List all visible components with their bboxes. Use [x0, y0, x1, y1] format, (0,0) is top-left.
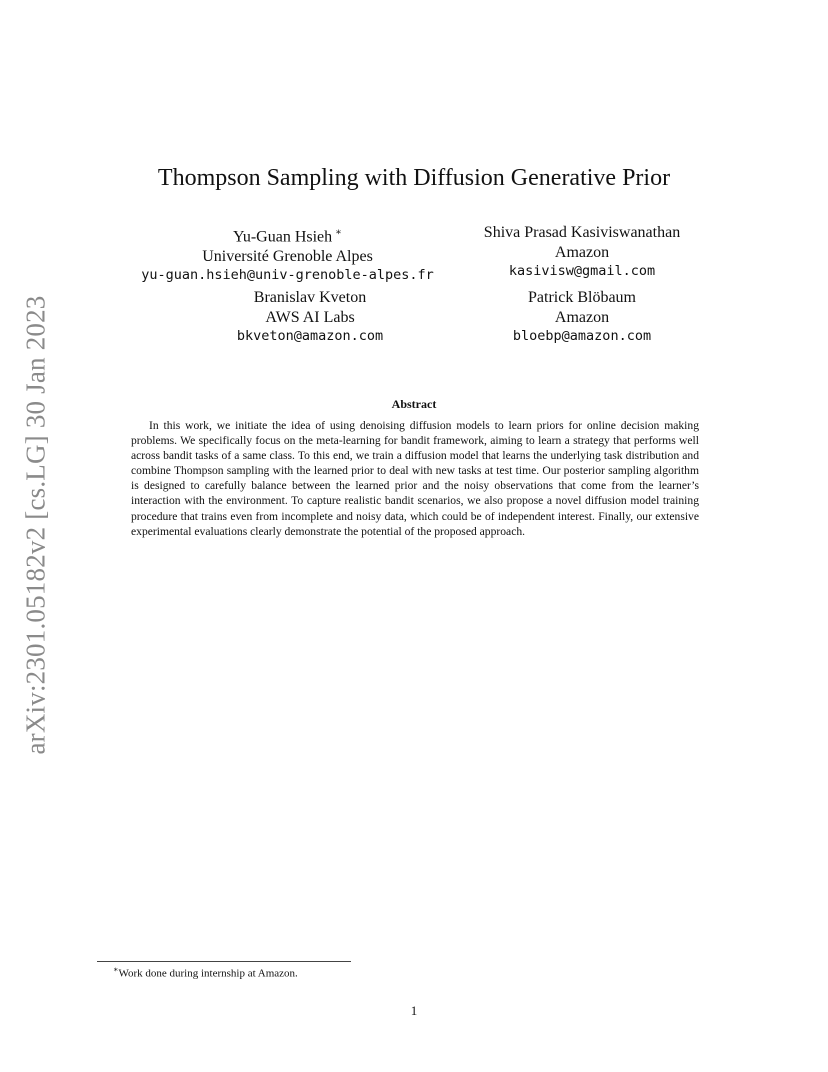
- author-block-2: [468, 223, 696, 282]
- author-email: bkveton@amazon.com: [236, 328, 384, 344]
- footnote-mark: ∗: [113, 965, 119, 974]
- author-email: yu-guan.hsieh@univ-grenoble-alpes.fr: [141, 267, 434, 284]
- author-name: Patrick Blöbaum: [528, 289, 636, 306]
- author-email: bloebp@amazon.com: [512, 328, 652, 344]
- author-name-line: [130, 223, 445, 247]
- paper-title: Thompson Sampling with Diffusion Generative Prior: [157, 165, 671, 191]
- author-footnote-mark: ∗: [335, 227, 342, 238]
- author-block-4: [468, 288, 696, 347]
- footnote-divider: [97, 961, 351, 962]
- footnote-text: Work done during internship at Amazon.: [118, 967, 298, 980]
- author-name: Branislav Kveton: [253, 289, 367, 306]
- abstract-heading: Abstract: [391, 397, 437, 411]
- author-affiliation: AWS AI Labs: [265, 308, 355, 326]
- author-affiliation: Amazon: [554, 243, 610, 261]
- author-block-3: [180, 288, 440, 347]
- author-affiliation: Université Grenoble Alpes: [202, 247, 373, 265]
- author-name: Yu-Guan Hsieh: [233, 228, 333, 246]
- abstract-text: In this work, we initiate the idea of using denoising diffusion models to learn priors for online decision making problems. We specifically focus on the meta-learning for bandit framework, aiming to learn a strategy that performs well across bandit tasks of a same class. To this end, we train a diffusion model that learns the underlying task distribution and combine Thompson sampling with the learned prior to deal with new tasks at test time. Our posterior sampling algorithm is designed to carefully balance between the learned prior and the noisy observations that come from the learner’s interaction with the environment. To capture realistic bandit scenarios, we also propose a novel diffusion model training procedure that trains even from incomplete and noisy data, which could be of independent interest. Finally, our extensive experimental evaluations clearly demonstrate the potential of the proposed approach.: [131, 419, 699, 538]
- page-number: 1: [410, 1003, 418, 1018]
- author-affiliation: Amazon: [554, 308, 610, 326]
- author-email: kasivisw@gmail.com: [508, 263, 656, 279]
- author-block-1: [130, 223, 445, 286]
- footnote: [113, 965, 298, 980]
- author-name: Shiva Prasad Kasiviswanathan: [483, 224, 681, 241]
- arxiv-identifier-stamp: arXiv:2301.05182v2 [cs.LG] 30 Jan 2023: [20, 295, 51, 755]
